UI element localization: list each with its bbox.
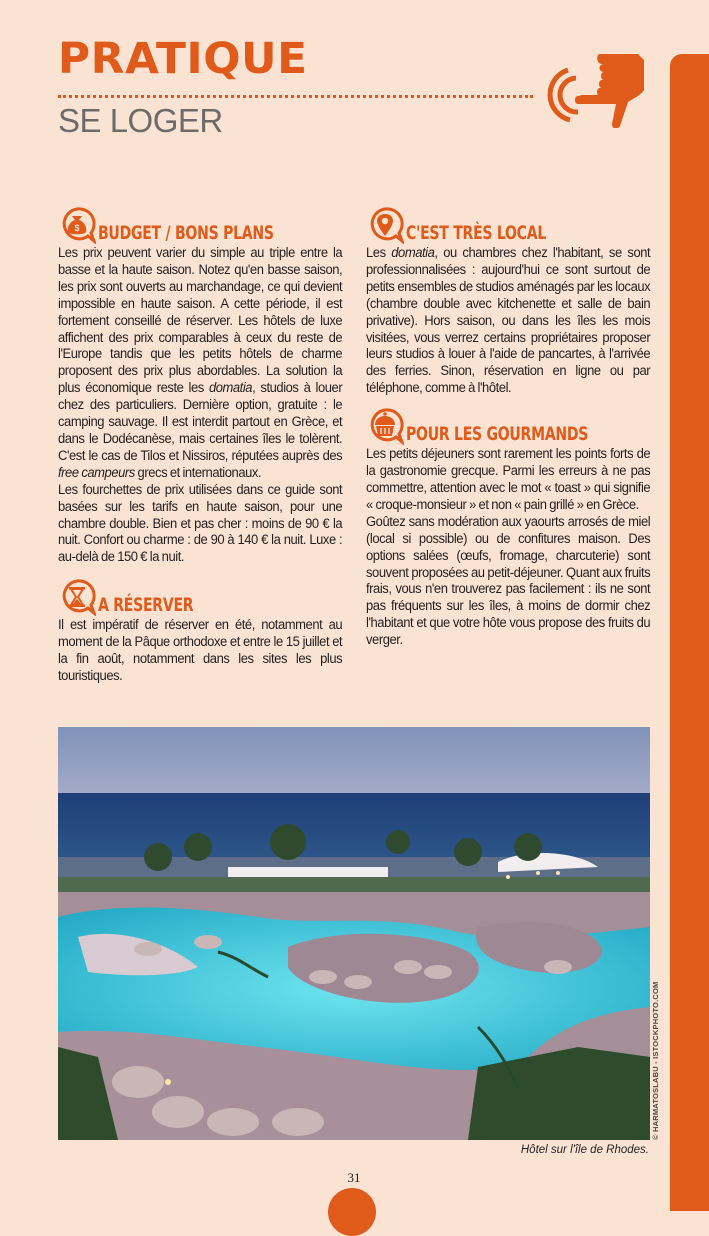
side-tab (670, 54, 709, 1211)
body-paragraph: Les petits déjeuners sont rarement les points forts de la gastronomie grecque. Parmi les erreurs à ne pas commettre, attention avec le mot « toast » qui signifie « croque-monsieur » et non « pain grillé » en Grèce. (366, 446, 651, 512)
page-title: PRATIQUE (58, 34, 308, 84)
page-number: 31 (347, 1170, 361, 1185)
body-paragraph: Goûtez sans modération aux yaourts arrosés de miel (local si possible) ou de confitures maison. Des options salées (œufs, fromage, charcuterie) sont souvent proposées au petit-déjeuner. Quant aux fruits frais, vous n'en trouverez pas facilement : ils ne sont pas fréquents sur les îles, à moins de dormir chez l'habitant et que votre hôte vous propose des fruits du verger. (366, 513, 651, 648)
money-bag-icon (58, 206, 96, 244)
right-column (366, 206, 650, 659)
left-column (58, 206, 342, 695)
section-gourmands (366, 407, 650, 649)
section-budget (58, 206, 342, 566)
body-text: grecs et internationaux. (134, 464, 262, 480)
section-body (58, 617, 342, 685)
section-title: A RÉSERVER (98, 594, 194, 617)
resort-pool-illustration (58, 727, 650, 1140)
photo-caption: Hôtel sur l'île de Rhodes. (520, 1144, 649, 1156)
section-reserver (58, 578, 342, 685)
section-title: BUDGET / BONS PLANS (98, 222, 274, 244)
body-text-italic: domatia (208, 380, 253, 396)
body-paragraph: Les fourchettes de prix utilisées dans ce guide sont basées sur les tarifs en haute saison, pour une chambre double. Bien et pas cher : moins de 90 € la nuit. Confort ou charme : de 90 à 140 € la nuit. Luxe : au-delà de 150 € la nuit. (58, 481, 343, 565)
photo-credit: © HARMATOSLABU - ISTOCKPHOTO.COM (651, 981, 660, 1140)
body-paragraph: Il est impératif de réserver en été, notamment au moment de la Pâque orthodoxe et entre le 15 juillet et la fin août, notamment dans les sites les plus touristiques. (58, 617, 343, 683)
hourglass-icon (58, 578, 96, 616)
cupcake-icon (366, 407, 404, 445)
svg-text:$: $ (74, 223, 80, 233)
section-local (366, 206, 650, 397)
body-text-italic: free campeurs (58, 464, 135, 480)
dotted-divider (58, 95, 533, 98)
section-body (58, 245, 342, 566)
map-pin-icon (366, 206, 404, 244)
section-body (366, 245, 650, 397)
body-text-italic: domatia (391, 245, 435, 260)
body-text: , ou chambres chez l'habitant, se sont professionnalisées : aujourd'hui ce sont surtout de petits ensembles de studios aménagés par les locaux (chambre double avec kitchenette et salle de bain privative). Hors saison, ou dans les îles les mois visitées, vous verrez certains propriétaires proposer leurs studios à louer à l'aide de pancartes, à l'arrivée des ferries. Sinon, réservation en ligne ou par téléphone, comme à l'hôtel. (366, 245, 651, 396)
page-tab (328, 1188, 376, 1236)
section-body (366, 446, 650, 649)
section-title: C'EST TRÈS LOCAL (406, 222, 547, 244)
page-subtitle: SE LOGER (58, 102, 223, 139)
body-text: Les (366, 245, 392, 260)
body-text: , studios à louer chez des particuliers. Dernière option, gratuite : le camping sauvage. Il est interdit partout en Grèce, et dans le Dodécanèse, mais certaines îles le tolèrent. C'est le cas de Tilos et Nissiros, réputées auprès des (58, 380, 343, 463)
section-title: POUR LES GOURMANDS (406, 423, 589, 446)
body-text: Les prix peuvent varier du simple au triple entre la basse et la haute saison. Notez qu'en basse saison, les prix sont ouverts au marchandage, ce qui devient impossible en haute saison. A cette période, il est fortement conseillé de réserver. Les hôtels de luxe affichent des prix comparables à ceux du reste de l'Europe tandis que les petits hôtels de charme proposent des prix plus abordables. La solution la plus économique reste les (58, 245, 343, 396)
hand-pointing-icon (540, 50, 652, 128)
hotel-photo (58, 727, 650, 1140)
